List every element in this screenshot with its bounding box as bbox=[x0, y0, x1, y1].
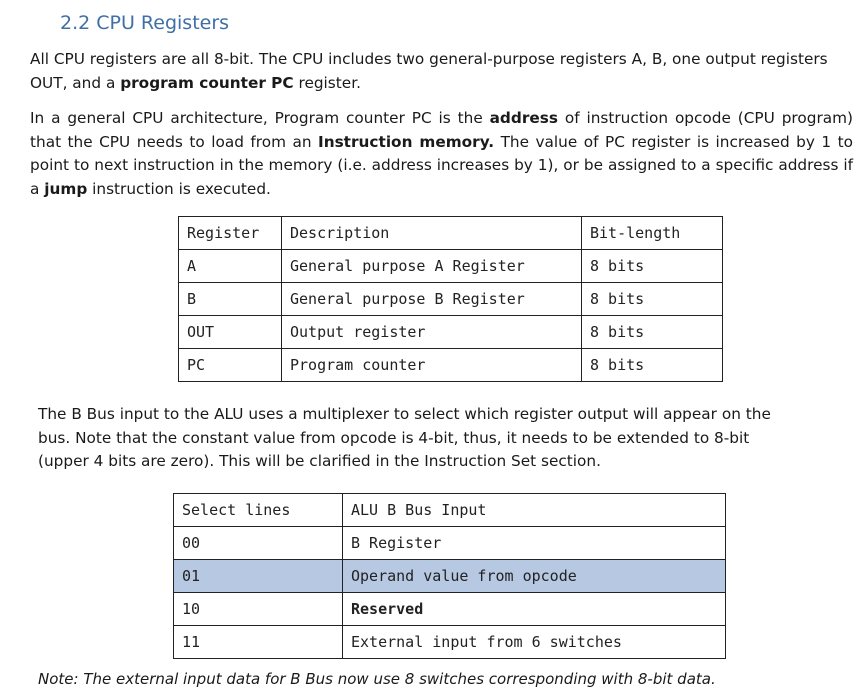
register-bits: 8 bits bbox=[582, 250, 723, 283]
paragraph-b-bus: The B Bus input to the ALU uses a multiplexer to select which register output will appear on the bus. Note that the constant value from opcode is 4-bit, thus, it needs to be extended to 8-bit (upper 4 bits are zero). This will be clarified in the Instruction Set section. bbox=[38, 405, 771, 470]
table-header-row bbox=[174, 494, 726, 527]
alu-input-source: B Register bbox=[343, 527, 726, 560]
paragraph-program-counter: In a general CPU architecture, Program counter PC is the address of instruction opcode (CPU program) that the CPU needs to load from an Instruction memory. The value of PC register is increased by 1 to point to next instruction in the memory (i.e. address increases by 1), or be assigned to a specific address if a jump instruction is executed. bbox=[30, 109, 853, 198]
table-row-highlighted bbox=[174, 560, 726, 593]
paragraph-registers-intro: All CPU registers are all 8-bit. The CPU includes two general-purpose registers A, B, one output registers OUT, and a program counter PC register. bbox=[30, 50, 828, 92]
register-description: Program counter bbox=[282, 349, 582, 382]
register-bits: 8 bits bbox=[582, 349, 723, 382]
table-row bbox=[174, 626, 726, 659]
table-row bbox=[179, 316, 723, 349]
register-bits: 8 bits bbox=[582, 316, 723, 349]
select-code: 01 bbox=[174, 560, 343, 593]
table-header-row bbox=[179, 217, 723, 250]
table-row bbox=[179, 283, 723, 316]
select-code: 11 bbox=[174, 626, 343, 659]
select-code: 00 bbox=[174, 527, 343, 560]
register-name: PC bbox=[179, 349, 282, 382]
register-description: General purpose A Register bbox=[282, 250, 582, 283]
register-bits: 8 bits bbox=[582, 283, 723, 316]
section-heading: 2.2 CPU Registers bbox=[60, 12, 230, 34]
register-description: Output register bbox=[282, 316, 582, 349]
table-row bbox=[174, 593, 726, 626]
alu-input-source: Reserved bbox=[343, 593, 726, 626]
header-bit-length: Bit-length bbox=[582, 217, 723, 250]
note-text: Note: The external input data for B Bus now use 8 switches corresponding with 8-bit data. bbox=[38, 670, 716, 688]
header-register: Register bbox=[179, 217, 282, 250]
select-code: 10 bbox=[174, 593, 343, 626]
mux-table bbox=[173, 493, 726, 659]
register-table bbox=[178, 216, 723, 382]
register-name: OUT bbox=[179, 316, 282, 349]
register-description: General purpose B Register bbox=[282, 283, 582, 316]
register-name: A bbox=[179, 250, 282, 283]
alu-input-source: External input from 6 switches bbox=[343, 626, 726, 659]
header-alu-input: ALU B Bus Input bbox=[343, 494, 726, 527]
header-description: Description bbox=[282, 217, 582, 250]
table-row bbox=[174, 527, 726, 560]
header-select-lines: Select lines bbox=[174, 494, 343, 527]
alu-input-source: Operand value from opcode bbox=[343, 560, 726, 593]
register-name: B bbox=[179, 283, 282, 316]
table-row bbox=[179, 349, 723, 382]
table-row bbox=[179, 250, 723, 283]
